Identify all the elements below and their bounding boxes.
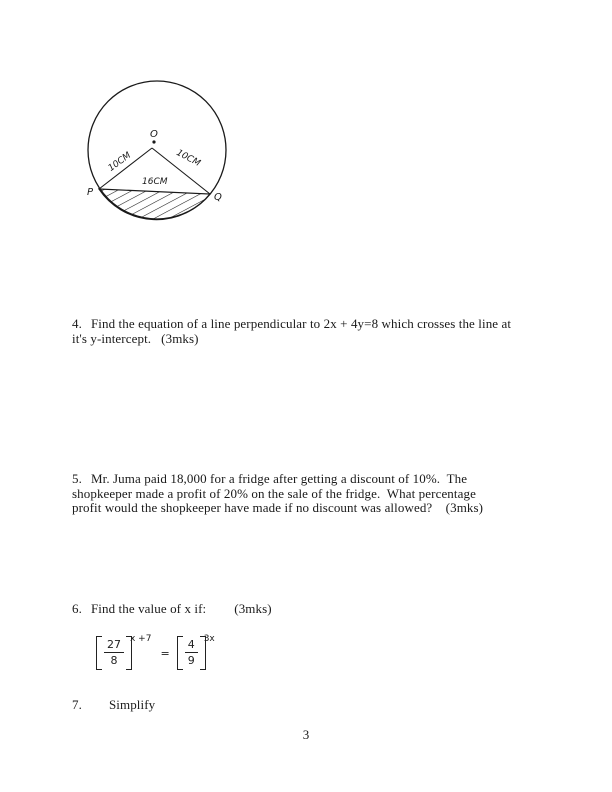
rhs-fraction-stack <box>183 636 200 670</box>
q6-equation <box>96 636 217 670</box>
point-p-label: P <box>87 187 94 198</box>
lhs-numerator: 27 <box>104 638 124 653</box>
question-6-text: Find the value of x if: <box>90 601 207 616</box>
question-5 <box>72 472 483 516</box>
circle-diagram-svg <box>60 70 260 230</box>
question-6-line-1 <box>72 602 272 617</box>
question-6-marks: (3mks) <box>234 601 272 616</box>
rhs-exponent: 3x <box>203 634 215 644</box>
page-number: 3 <box>302 727 310 742</box>
rhs-numerator: 4 <box>185 638 198 653</box>
lhs-exponent: x +7 <box>130 634 152 644</box>
question-5-line-3: profit would the shopkeeper have made if no discount was allowed? (3mks) <box>72 500 484 516</box>
question-4 <box>72 317 511 346</box>
point-q-label: Q <box>214 192 222 203</box>
shaded-segment <box>99 189 210 220</box>
question-4-number: 4. <box>72 316 82 331</box>
radius-right-measure-label: 10CM <box>174 148 202 169</box>
center-dot <box>152 140 155 143</box>
radius-left-measure-label: 10CM <box>106 150 134 174</box>
question-4-text: Find the equation of a line perpendicular to 2x + 4y=8 which crosses the line at <box>90 316 512 331</box>
question-7-number: 7. <box>72 697 82 712</box>
question-5-line-2: shopkeeper made a profit of 20% on the sale of the fridge. What percentage <box>72 485 476 501</box>
rhs-fraction <box>177 636 206 670</box>
question-4-line-2: it's y-intercept. (3mks) <box>72 330 199 346</box>
question-7-line-1 <box>72 698 155 713</box>
rhs-denominator: 9 <box>187 654 195 667</box>
chord-measure-label: 16CM <box>142 177 168 187</box>
question-6 <box>72 602 272 617</box>
question-7-text: Simplify <box>108 697 156 712</box>
question-7 <box>72 698 155 713</box>
question-5-text: Mr. Juma paid 18,000 for a fridge after getting a discount of 10%. The <box>90 471 468 486</box>
question-5-number: 5. <box>72 471 82 486</box>
lhs-fraction <box>96 636 132 670</box>
circle-diagram <box>60 70 260 230</box>
question-5-line-1 <box>72 472 483 487</box>
center-label: O <box>150 129 158 140</box>
lhs-fraction-stack <box>102 636 126 670</box>
question-4-line-1 <box>72 317 511 332</box>
equals-sign: = <box>160 646 170 660</box>
question-6-number: 6. <box>72 601 82 616</box>
lhs-denominator: 8 <box>110 654 118 667</box>
